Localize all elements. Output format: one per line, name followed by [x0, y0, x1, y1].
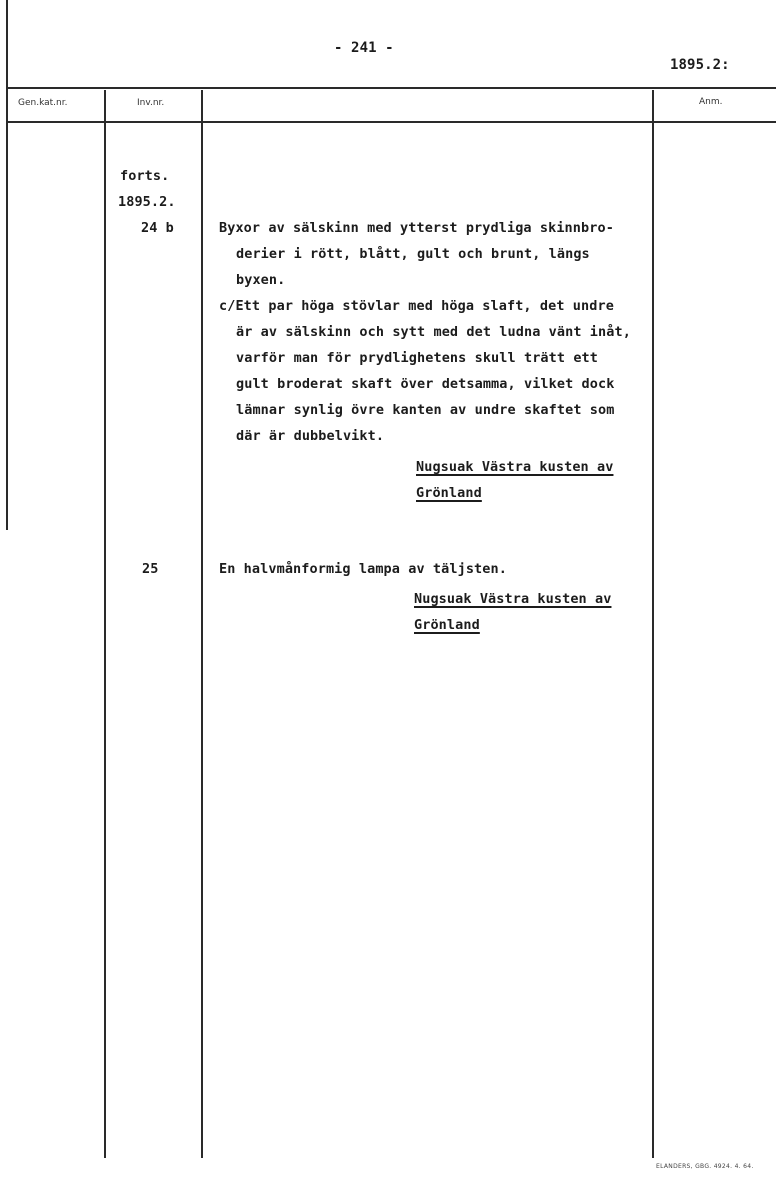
- column-header-gen-kat-nr: Gen.kat.nr.: [18, 98, 68, 108]
- catalog-reference: 1895.2:: [670, 57, 730, 73]
- header-bottom-rule: [8, 121, 776, 123]
- series-number: 1895.2.: [118, 194, 176, 210]
- description-line: c/Ett par höga stövlar med höga slaft, det undre: [219, 298, 614, 314]
- description-line: gult broderat skaft över detsamma, vilket dock: [236, 376, 615, 392]
- locality-line: Nugsuak Västra kusten av: [416, 459, 614, 475]
- description-line: derier i rött, blått, gult och brunt, längs: [236, 246, 590, 262]
- page-number: - 241 -: [334, 40, 394, 56]
- description-line: byxen.: [236, 272, 286, 288]
- locality-line: Grönland: [416, 485, 482, 501]
- header-top-rule: [8, 87, 776, 89]
- column-divider-gen-inv: [104, 90, 106, 1158]
- printer-imprint: ELANDERS, GBG. 4924. 4. 64.: [656, 1163, 754, 1170]
- column-header-inv-nr: Inv.nr.: [137, 98, 165, 108]
- description-line: En halvmånformig lampa av täljsten.: [219, 561, 507, 577]
- left-border: [6, 0, 8, 530]
- column-header-anm: Anm.: [699, 97, 723, 107]
- continued-label: forts.: [120, 168, 170, 184]
- description-line: lämnar synlig övre kanten av undre skaftet som: [236, 402, 615, 418]
- description-line: där är dubbelvikt.: [236, 428, 385, 444]
- item-number-25: 25: [142, 561, 159, 577]
- description-line: Byxor av sälskinn med ytterst prydliga skinnbro-: [219, 220, 614, 236]
- locality-line: Nugsuak Västra kusten av: [414, 591, 612, 607]
- item-number-24b: 24 b: [141, 220, 174, 236]
- locality-line: Grönland: [414, 617, 480, 633]
- column-divider-inv-desc: [201, 90, 203, 1158]
- description-line: är av sälskinn och sytt med det ludna vänt inåt,: [236, 324, 631, 340]
- description-line: varför man för prydlighetens skull trätt ett: [236, 350, 599, 366]
- column-divider-desc-anm: [652, 90, 654, 1158]
